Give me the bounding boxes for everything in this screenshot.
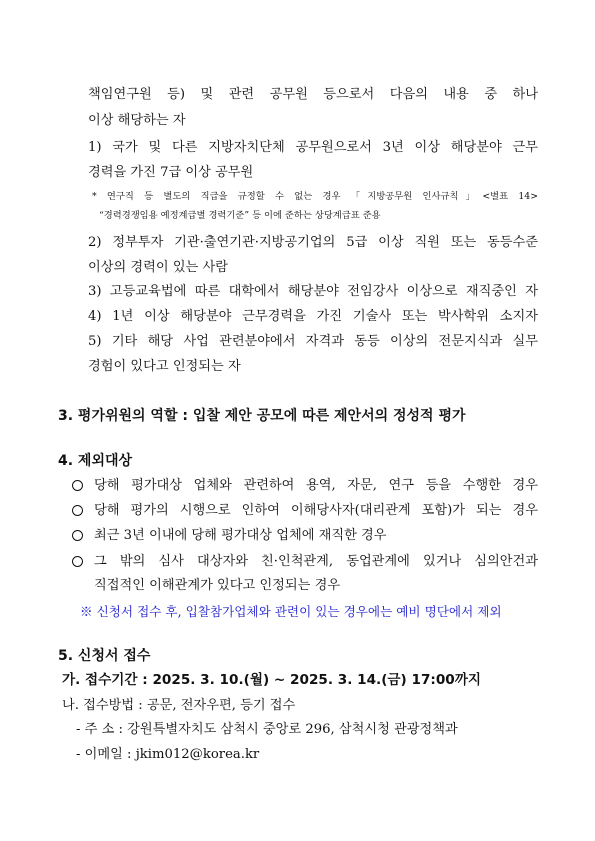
submission-email: - 이메일 : jkim012@korea.kr xyxy=(76,747,260,762)
section-4-heading: 4. 제외대상 xyxy=(58,453,133,469)
intro-line-1: 책임연구원 등) 및 관련 공무원 등으로서 다음의 내용 중 하나 xyxy=(88,87,538,102)
criterion-2-line-2: 이상의 경력이 있는 사람 xyxy=(88,260,228,275)
submission-address: - 주 소 : 강원특별자치도 삼척시 중앙로 296, 삼척시청 관광정책과 xyxy=(76,722,458,737)
criterion-5-line-1: 5) 기타 해당 사업 관련분야에서 자격과 동등 이상의 전문지식과 실무 xyxy=(88,334,538,349)
exclusion-item-1: 당해 평가대상 업체와 관련하여 용역, 자문, 연구 등을 수행한 경우 xyxy=(72,477,538,495)
exclusion-note: ※ 신청서 접수 후, 입찰참가업체와 관련이 있는 경우에는 예비 명단에서 제외 xyxy=(80,604,502,619)
submission-method: 나. 접수방법 : 공문, 전자우편, 등기 접수 xyxy=(62,698,296,713)
section-3-heading: 3. 평가위원의 역할 : 입찰 제안 공모에 따른 제안서의 정성적 평가 xyxy=(58,408,466,424)
exclusion-item-2: 당해 평가의 시행으로 인하여 이해당사자(대리관계 포함)가 되는 경우 xyxy=(72,502,538,520)
intro-line-2: 이상 해당하는 자 xyxy=(88,113,186,128)
criterion-1-line-2: 경력을 가진 7급 이상 공무원 xyxy=(88,165,254,180)
criterion-5-line-2: 경험이 있다고 인정되는 자 xyxy=(88,359,241,374)
criterion-1-line-1: 1) 국가 및 다른 지방자치단체 공무원으로서 3년 이상 해당분야 근무 xyxy=(88,140,538,155)
criterion-4: 4) 1년 이상 해당분야 근무경력을 가진 기술사 또는 박사학위 소지자 xyxy=(88,309,538,324)
criterion-3: 3) 고등교육법에 따른 대학에서 해당분야 전임강사 이상으로 재직중인 자 xyxy=(88,284,538,299)
circle-bullet-icon xyxy=(72,480,83,491)
criterion-2-line-1: 2) 정부투자 기관·출연기관·지방공기업의 5급 이상 직원 또는 동등수준 xyxy=(88,235,538,250)
footnote-line-1: * 연구직 등 별도의 직급을 규정할 수 없는 경우 「지방공무원 인사규칙」<별표 14> xyxy=(92,191,538,202)
exclusion-item-4-line-2: 직접적인 이해관계가 있다고 인정되는 경우 xyxy=(94,578,341,593)
footnote-line-2: “경력경쟁임용 예정계급별 경력기준” 등 이에 준하는 상당계급표 준용 xyxy=(99,210,381,221)
circle-bullet-icon xyxy=(72,556,83,567)
submission-period: 가. 접수기간 : 2025. 3. 10.(월) ~ 2025. 3. 14.(금) 17:00까지 xyxy=(62,672,482,688)
section-5-heading: 5. 신청서 접수 xyxy=(58,648,151,664)
exclusion-item-3: 최근 3년 이내에 당해 평가대상 업체에 재직한 경우 xyxy=(72,527,387,545)
circle-bullet-icon xyxy=(72,530,83,541)
exclusion-item-4: 그 밖의 심사 대상자와 친·인척관계, 동업관계에 있거나 심의안건과 xyxy=(72,553,538,571)
circle-bullet-icon xyxy=(72,505,83,516)
